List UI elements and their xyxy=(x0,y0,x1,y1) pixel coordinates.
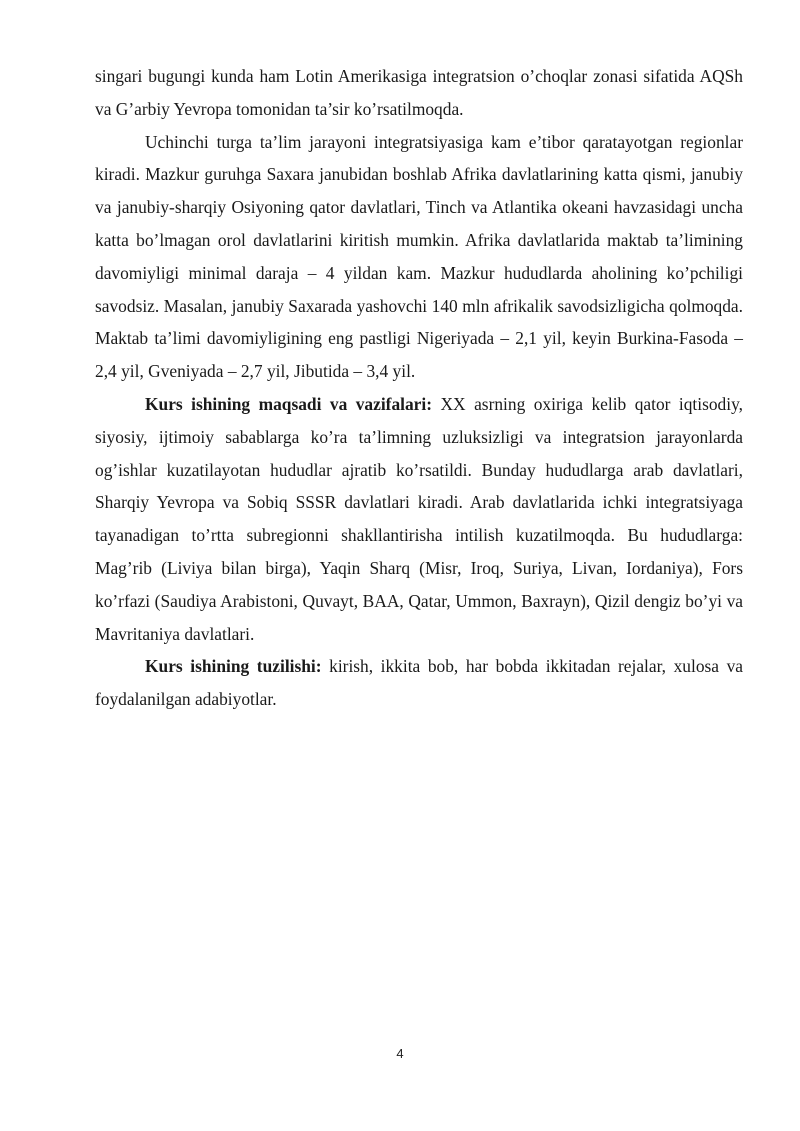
paragraph-goals-and-tasks xyxy=(95,388,743,650)
page-number: 4 xyxy=(396,1046,404,1061)
goals-text: XX asrning oxiriga kelib qator iqtisodiy, siyosiy, ijtimoiy sabablarga ko’ra ta’limning uzluksizligi va integratsion jarayonlarda og’ishlar kuzatilayotan hududlar ajratib ko’rsatildi. Bunday hududlarga arab davlatlari, Sharqiy Yevropa va Sobiq SSSR davlatlari kiradi. Arab davlatlarida ichki integratsiyaga tayanadigan to’rtta subregionni shakllantirisha intilish kuzatilmoqda. Bu hududlarga: Mag’rib (Liviya bilan birga), Yaqin Sharq (Misr, Iroq, Suriya, Livan, Iordaniya), Fors ko’rfazi (Saudiya Arabistoni, Quvayt, BAA, Qatar, Ummon, Baxrayn), Qizil dengiz bo’yi va Mavritaniya davlatlari. xyxy=(95,393,743,644)
goals-heading: Kurs ishining maqsadi va vazifalari: xyxy=(145,393,433,414)
structure-text: kirish, ikkita bob, har bobda ikkitadan rejalar, xulosa va foydalanilgan adabiyotlar. xyxy=(95,656,743,710)
structure-heading: Kurs ishining tuzilishi: xyxy=(145,656,322,677)
page-body xyxy=(95,60,743,716)
paragraph-third-type-regions: Uchinchi turga ta’lim jarayoni integratsiyasiga kam e’tibor qaratayotgan regionlar kiradi. Mazkur guruhga Saxara janubidan boshlab Afrika davlatlarining katta qismi, janubiy va janubiy-sharqiy Osiyoning qator davlatlari, Tinch va Atlantika okeani havzasidagi uncha katta bo’lmagan orol davlatlarini kiritish mumkin. Afrika davlatlarida maktab ta’limining davomiyligi minimal daraja – 4 yildan kam. Mazkur hududlarda aholining ko’pchiligi savodsiz. Masalan, janubiy Saxarada yashovchi 140 mln afrikalik savodsizligicha qolmoqda. Maktab ta’limi davomiyligining eng pastligi Nigeriyada – 2,1 yil, keyin Burkina-Fasoda – 2,4 yil, Gveniyada – 2,7 yil, Jibutida – 3,4 yil. xyxy=(95,131,743,382)
paragraph-continuation: singari bugungi kunda ham Lotin Amerikasiga integratsion o’choqlar zonasi sifatida AQSh va G’arbiy Yevropa tomonidan ta’sir ko’rsatilmoqda. xyxy=(95,66,743,119)
paragraph-structure xyxy=(95,650,743,716)
